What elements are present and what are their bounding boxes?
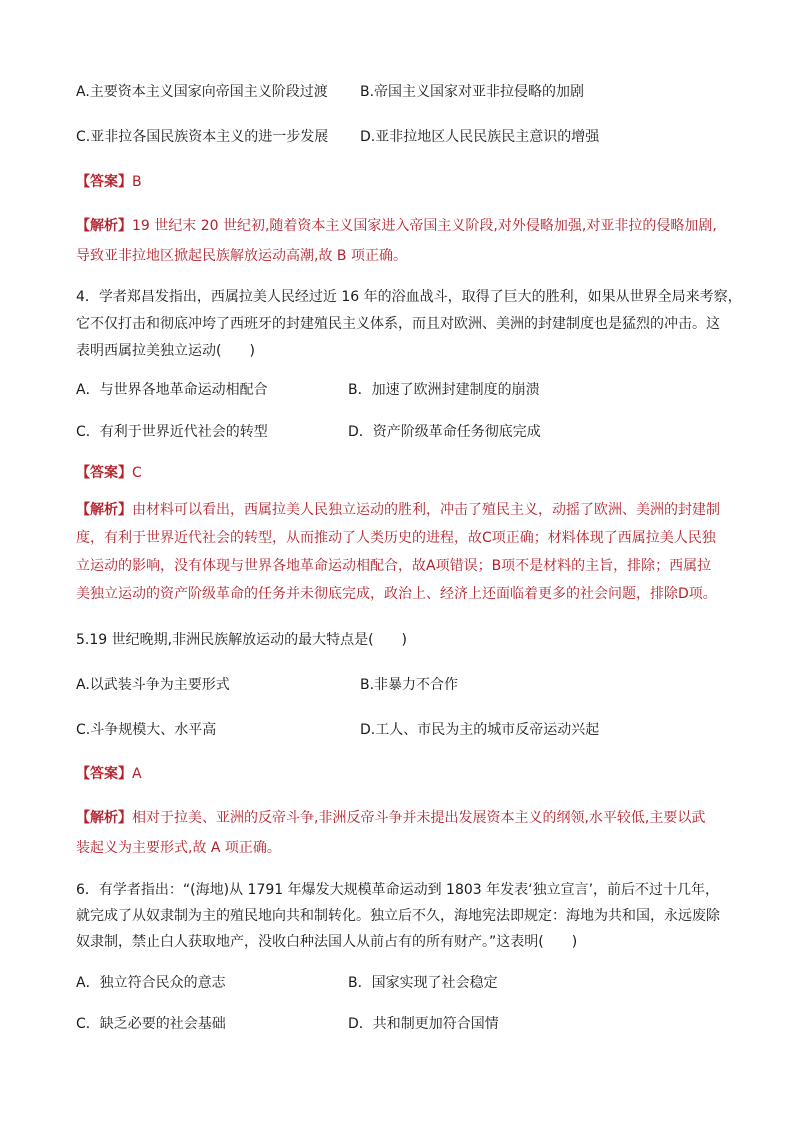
q5-option-c: C.斗争规模大、水平高 [76,722,217,738]
analysis-tag: 【解析】 [76,810,132,826]
answer-tag: 【答案】 [76,174,132,190]
q5-answer [76,764,142,784]
q4-option-d: D．资产阶级革命任务彻底完成 [348,424,541,440]
q4-analysis-line-4: 美独立运动的资产阶级革命的任务并未彻底完成，政治上、经济上还面临着更多的社会问题，排除D项。 [76,586,717,602]
q4-option-b: B．加速了欧洲封建制度的崩溃 [348,382,540,398]
q4-answer [76,463,142,483]
answer-value: C [132,465,142,481]
q4-stem-line-3: 表明西属拉美独立运动( ) [76,343,255,359]
q6-option-b: B．国家实现了社会稳定 [348,975,498,991]
q5-stem: 5.19 世纪晚期,非洲民族解放运动的最大特点是( ) [76,632,407,648]
q3-option-a: A.主要资本主义国家向帝国主义阶段过渡 [76,84,328,100]
q6-stem-line-3: 奴隶制，禁止白人获取地产，没收白种法国人从前占有的所有财产。”这表明( ) [76,934,578,950]
q5-option-d: D.工人、市民为主的城市反帝运动兴起 [360,722,600,738]
q5-analysis-line-2: 装起义为主要形式,故 A 项正确。 [76,840,281,856]
q4-stem-line-1: 4．学者郑昌发指出，西属拉美人民经过近 16 年的浴血战斗，取得了巨大的胜利，如果从世界全局来考察， [76,289,742,305]
q6-option-d: D．共和制更加符合国情 [348,1016,499,1032]
q5-option-a: A.以武装斗争为主要形式 [76,677,230,693]
q4-option-a: A．与世界各地革命运动相配合 [76,382,268,398]
answer-value: B [132,174,142,190]
analysis-tag: 【解析】 [76,502,132,518]
q4-stem-line-2: 它不仅打击和彻底冲垮了西班牙的封建殖民主义体系，而且对欧洲、美洲的封建制度也是猛烈的冲击。这 [76,316,720,332]
q3-answer [76,172,142,192]
q5-analysis-line-1 [76,808,705,828]
answer-tag: 【答案】 [76,465,132,481]
analysis-tag: 【解析】 [76,218,132,234]
q3-analysis-line-2: 导致亚非拉地区掀起民族解放运动高潮,故 B 项正确。 [76,248,407,264]
q4-option-c: C．有利于世界近代社会的转型 [76,424,268,440]
q4-analysis-line-2: 度，有利于世界近代社会的转型，从而推动了人类历史的进程，故C项正确；材料体现了西属拉美人民独 [76,530,716,546]
q6-stem-line-1: 6．有学者指出：“(海地)从 1791 年爆发大规模革命运动到 1803 年发表‘独立宣言’，前后不过十几年， [76,882,720,898]
q3-option-c: C.亚非拉各国民族资本主义的进一步发展 [76,129,329,145]
q6-stem-line-2: 就完成了从奴隶制为主的殖民地向共和制转化。独立后不久，海地宪法即规定：海地为共和国，永远废除 [76,908,720,924]
q3-option-b: B.帝国主义国家对亚非拉侵略的加剧 [360,84,585,100]
q3-option-d: D.亚非拉地区人民民族民主意识的增强 [360,129,600,145]
answer-tag: 【答案】 [76,766,132,782]
q6-option-c: C．缺乏必要的社会基础 [76,1016,226,1032]
q6-option-a: A．独立符合民众的意志 [76,975,226,991]
q4-analysis-line-1 [76,500,720,520]
analysis-text: 19 世纪末 20 世纪初,随着资本主义国家进入帝国主义阶段,对外侵略加强,对亚非拉的侵略加剧, [132,218,717,234]
analysis-text: 由材料可以看出，西属拉美人民独立运动的胜利，冲击了殖民主义，动摇了欧洲、美洲的封建制 [132,502,720,518]
answer-value: A [132,766,142,782]
q5-option-b: B.非暴力不合作 [360,677,459,693]
q4-analysis-line-3: 立运动的影响，没有体现与世界各地革命运动相配合，故A项错误；B项不是材料的主旨，排除；西属拉 [76,558,712,574]
q3-analysis-line-1 [76,216,717,236]
analysis-text: 相对于拉美、亚洲的反帝斗争,非洲反帝斗争并未提出发展资本主义的纲领,水平较低,主要以武 [132,810,706,826]
